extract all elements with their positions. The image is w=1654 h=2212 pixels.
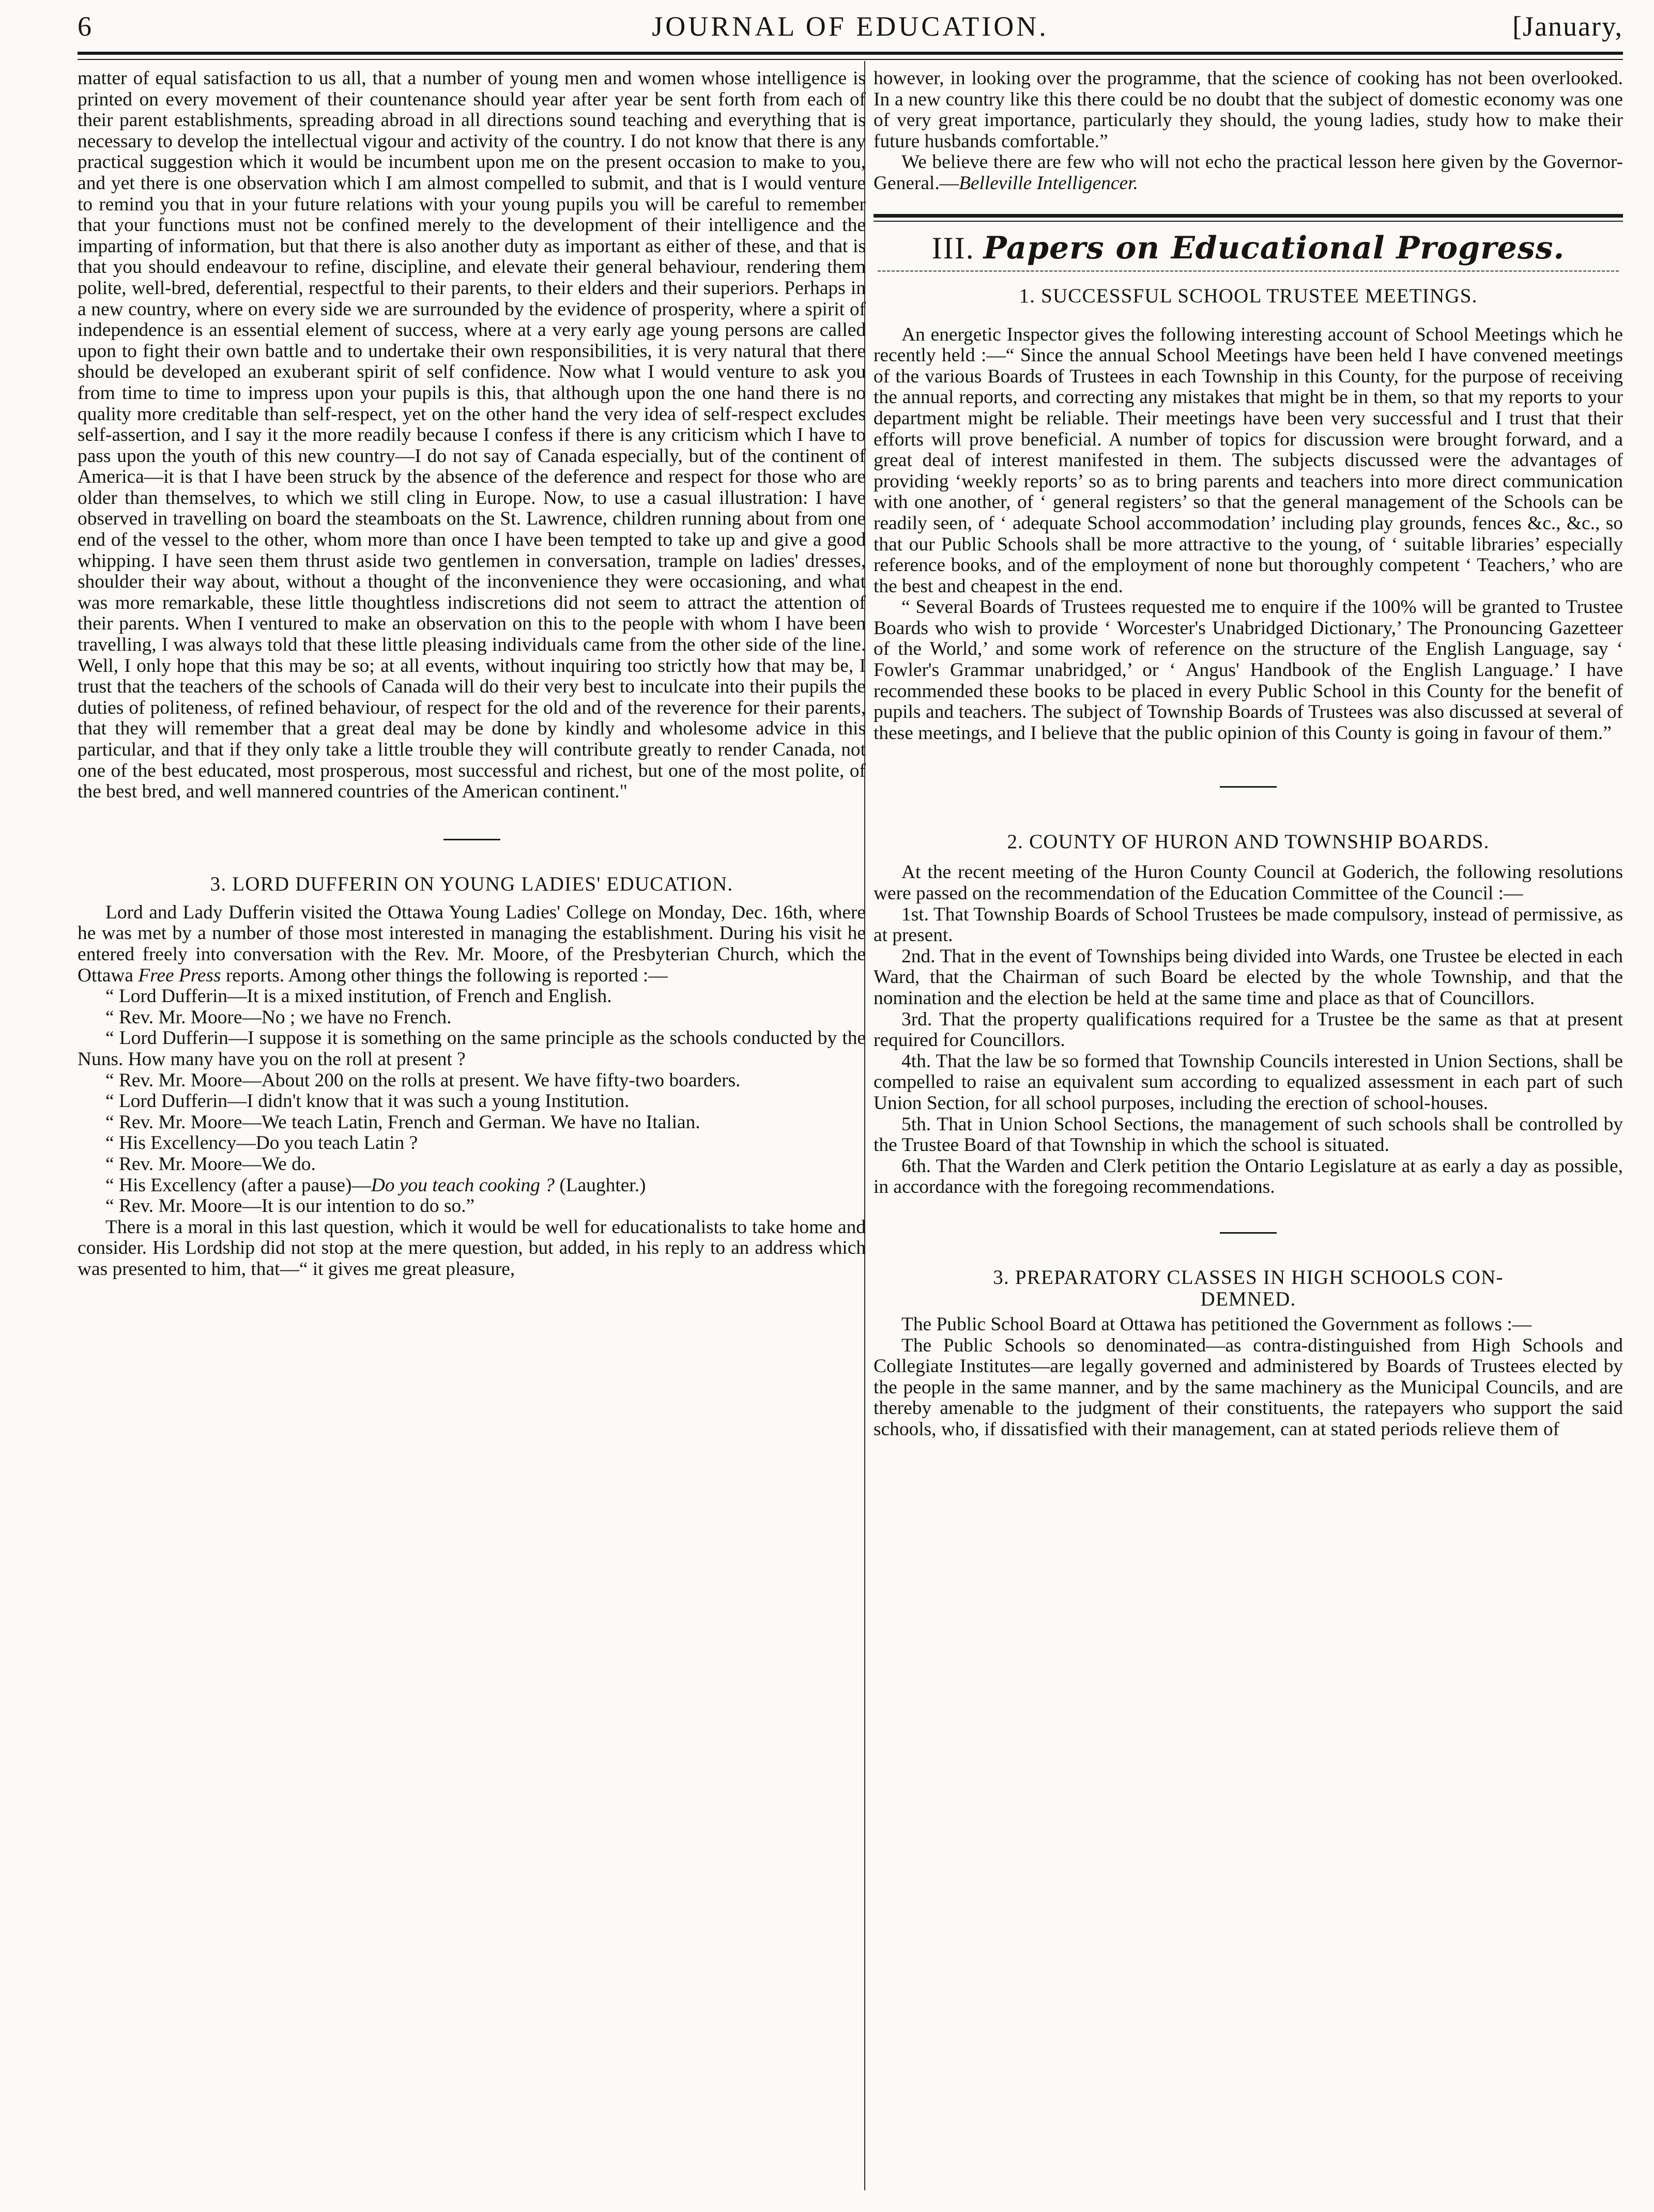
article-paragraph: At the recent meeting of the Huron County Council at Goderich, the following resolutions were passed on the recommendation of the Education Committee of the Council :— [874,862,1623,904]
section-title: Papers on Educational Progress. [983,229,1565,266]
article-paragraph: There is a moral in this last question, which it would be well for educationalists to take home and consider. His Lordship did not stop at the mere question, but added, in his reply to an address which was presented to him, that—“ it gives me great pleasure, [78,1216,866,1280]
article-paragraph: The Public School Board at Ottawa has petitioned the Government as follows :— [901,1313,1532,1335]
resolution-item: 5th. That in Union School Sections, the management of such schools shall be controlled by the Trustee Board of that Township in which the school is situated. [874,1113,1623,1156]
newspaper-name: Free Press [138,964,221,986]
resolution-item: 2nd. That in the event of Townships being divided into Wards, one Trustee be elected in each Ward, that the Chairman of such Board be elected by the whole Township, and that the nomination and the election be held at the same time and place as that of Councillors. [874,945,1623,1009]
right-column [874,68,1623,1440]
section-number: III. [931,231,975,265]
journal-title: JOURNAL OF EDUCATION. [652,11,1049,42]
section-heading [874,230,1623,266]
dialogue-line: “ Rev. Mr. Moore—No ; we have no French. [105,1006,452,1028]
resolution-item: 3rd. That the property qualifications required for a Trustee be the same as that at present required for Councillors. [874,1008,1623,1051]
resolution-item: 6th. That the Warden and Clerk petition the Ontario Legislature at as early a day as possible, in accordance with the foregoing recommendations. [874,1155,1623,1198]
article-paragraph: The Public Schools so denominated—as contra-distinguished from High Schools and Collegiate Institutes—are legally governed and administered by Boards of Trustees elected by the people in the same manner, and by the same machinery as the Municipal Councils, and are thereby amenable to the judgment of their constituents, the ratepayers who support the said schools, who, if dissatisfied with their management, can at stated periods relieve them of [874,1334,1623,1440]
article-attribution-paragraph: We believe there are few who will not echo the practical lesson here given by the Governor-General.—Belleville Intelligencer. [874,151,1623,194]
resolution-item: 4th. That the law be so formed that Township Councils interested in Union Sections, shall be compelled to raise an equivalent sum according to equalized assessment in each part of such Union Section, for all school purposes, including the erection of school-houses. [874,1050,1623,1114]
speech-continuation-paragraph: matter of equal satisfaction to us all, that a number of young men and women whose intelligence is printed on every movement of their countenance should year after year be sent forth from each of their parent establishments, spreading abroad in all directions sound teaching and everything that is necessary to develop the intellectual vigour and activity of the country. I do not know that there is any practical suggestion which it would be incumbent upon me on the present occasion to make to you, and yet there is one observation which I am almost compelled to submit, and that is I would venture to remind you that in your future relations with your young pupils you will be careful to remember that your functions must not be confined merely to the development of their intelligence and the imparting of information, but that there is also another duty as important as either of these, and that is that you should endeavour to refine, discipline, and elevate their general behaviour, rendering them polite, well-bred, deferential, respectful to their parents, to their elders and their superiors. Perhaps in a new country, where on every side we are surrounded by the evidence of prosperity, where a spirit of independence is an essential element of success, where at a very early age young persons are called upon to fight their own battle and to undertake their own responsibilities, it is very natural that there should be developed an exuberant spirit of self confidence. Now what I would venture to ask you from time to time to impress upon your pupils is this, that although upon the one hand there is no quality more creditable than self-respect, yet on the other hand the very idea of self-respect excludes self-assertion, and I say it the more readily because I confess if there is any criticism which I have to pass upon the youth of this new country—I do not say of Canada especially, but of the continent of America—it is that I have been struck by the absence of the deference and respect for those who are older than themselves, to which we still cling in Europe. Now, to use a casual illustration: I have observed in travelling on board the steamboats on the St. Lawrence, children running about from one end of the vessel to the other, whom more than once I have been tempted to take up and give a good whipping. I have seen them thrust aside two gentlemen in conversation, trample on ladies' dresses, shoulder their way about, without a thought of the inconvenience they were occasioning, and what was more remarkable, these little thoughtless indiscretions did not seem to attract the attention of their parents. When I ventured to make an observation on this to the people with whom I have been travelling, I was always told that these little pleasing individuals came from the other side of the line. Well, I only hope that this may be so; at all events, without inquiring too strictly how that may be, I trust that the teachers of the schools of Canada will do their very best to inculcate into their pupils the duties of politeness, of refined behaviour, of respect for the old and of the reverence for their parents, that they will remember that a great deal may be done by kindly and wholesome advice in this particular, and that if they only take a little trouble they will contribute greatly to render Canada, not one of the best educated, most prosperous, most successful and richest, but one of the most polite, of the best bred, and well mannered countries of the American continent." [78,68,866,803]
article-paragraph: “ Several Boards of Trustees requested me to enquire if the 100% will be granted to Trustee Boards who wish to provide ‘ Worcester's Unabridged Dictionary,’ The Pronouncing Gazetteer of the World,’ and some work of reference on the structure of the English Language, say ‘ Fowler's Grammar unabridged,’ or ‘ Angus' Handbook of the English Language.’ I have recommended these books to be placed in every Public School in this County for the benefit of pupils and teachers. The subject of Township Boards of Trustees was also discussed at several of these meetings, and I believe that the public opinion of this County is going in favour of them.” [874,596,1623,744]
dialogue-line: “ Lord Dufferin—It is a mixed institution, of French and English. [105,986,612,1007]
dialogue-line: “ His Excellency (after a pause)—Do you teach cooking ? (Laughter.) [105,1174,646,1196]
issue-month: [January, [1512,11,1623,42]
article-heading-trustee-meetings: 1. SUCCESSFUL SCHOOL TRUSTEE MEETINGS. [1019,284,1478,307]
article-continuation: however, in looking over the programme, that the science of cooking has not been overlooked. In a new country like this there could be no doubt that the subject of domestic economy was one of very great importance, particularly they should, the young ladies, study how to make their future husbands comfortable.” [874,68,1623,152]
header-rule-thin [78,59,1623,60]
article-paragraph: Lord and Lady Dufferin visited the Ottawa Young Ladies' College on Monday, Dec. 16th, where he was met by a number of those most interested in managing the establishment. During his visit he entered freely into conversation with the Rev. Mr. Moore, of the Presbyterian Church, which the Ottawa Free Press reports. Among other things the following is reported :— [78,901,866,986]
source-name: Belleville Intelligencer. [959,172,1138,194]
dialogue-line: “ His Excellency—Do you teach Latin ? [105,1132,418,1154]
dialogue-line: “ Rev. Mr. Moore—We teach Latin, French and German. We have no Italian. [105,1111,700,1133]
article-heading-huron: 2. COUNTY OF HURON AND TOWNSHIP BOARDS. [1007,831,1490,853]
article-heading-dufferin: 3. LORD DUFFERIN ON YOUNG LADIES' EDUCATION. [210,872,733,895]
italic-question: Do you teach cooking ? [371,1174,555,1196]
dialogue-line: “ Rev. Mr. Moore—About 200 on the rolls at present. We have fifty-two boarders. [105,1069,741,1091]
page-header [78,7,1623,49]
header-rule-thick [78,52,1623,55]
dialogue-line: “ Rev. Mr. Moore—It is our intention to do so.” [105,1195,475,1217]
resolution-item: 1st. That Township Boards of School Trustees be made compulsory, instead of permissive, as at present. [874,903,1623,946]
dialogue-line: “ Lord Dufferin—I didn't know that it was such a young Institution. [105,1090,630,1112]
dialogue-line: “ Lord Dufferin—I suppose it is something on the same principle as the schools conducted by the Nuns. How many have you on the roll at present ? [78,1027,866,1070]
dialogue-line: “ Rev. Mr. Moore—We do. [105,1153,316,1175]
article-paragraph: An energetic Inspector gives the following interesting account of School Meetings which he recently held :—“ Since the annual School Meetings have been held I have convened meetings of the various Boards of Trustees in each Township in this County, for the purpose of receiving the annual reports, and correcting any mistakes that might be in them, so that my reports to your department might be reliable. Their meetings have been very successful and I trust that their efforts will prove beneficial. A number of topics for discussion were brought forward, and a great deal of interest manifested in them. The subjects discussed were the advantages of providing ‘weekly reports’ so as to bring parents and teachers into more direct communication with one another, of ‘ general registers’ so that the general management of the Schools can be readily seen, of ‘ adequate School accommodation’ including play grounds, fences &c., &c., so that our Public Schools shall be more attractive to the young, of ‘ suitable libraries’ especially reference books, and of the employment of none but thoroughly competent ‘ Teachers,’ who are the best and cheapest in the end. [874,324,1623,597]
page-number: 6 [78,11,93,42]
article-heading-preparatory-classes: 3. PREPARATORY CLASSES IN HIGH SCHOOLS CON- DEMNED. [993,1266,1504,1310]
section-rule-heavy [874,214,1623,218]
left-column [78,68,866,1280]
